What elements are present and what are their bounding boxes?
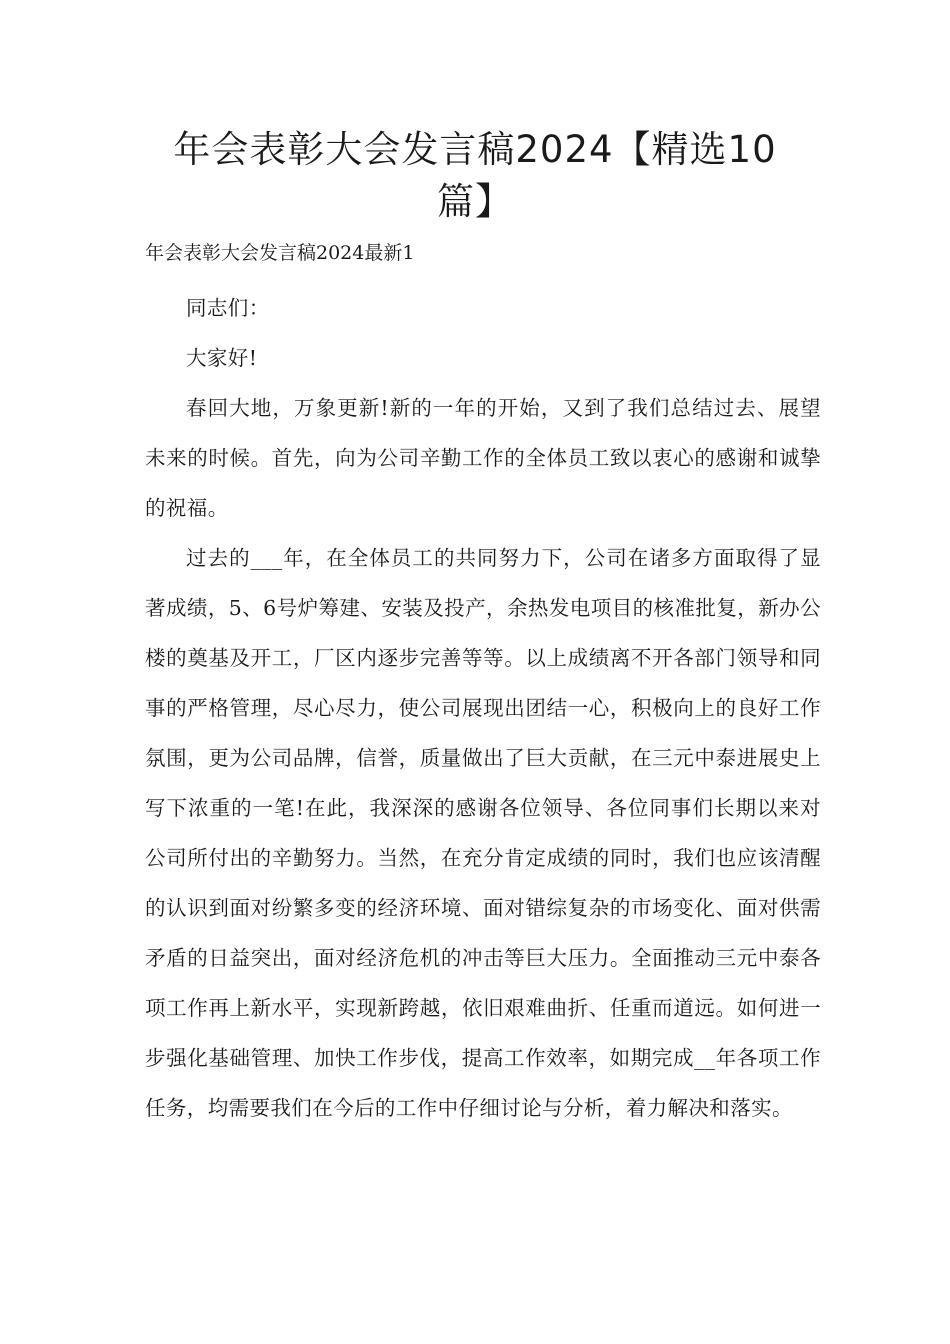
section-heading: 年会表彰大会发言稿2024最新1 [145,242,415,264]
paragraph-hello: 大家好! [186,346,258,370]
paragraph-review: 过去的___年，在全体员工的共同努力下，公司在诸多方面取得了显著成绩，5、6号炉筹建、安装及投产，余热发电项目的核准批复，新办公楼的奠基及开工，厂区内逐步完善等等。以上成绩离不开各部门领导和同事的严格管理，尽心尽力，使公司展现出团结一心，积极向上的良好工作氛围，更为公司品牌，信誉，质量做出了巨大贡献，在三元中泰进展史上写下浓重的一笔!在此，我深深的感谢各位领导、各位同事们长期以来对公司所付出的辛勤努力。当然，在充分肯定成绩的同时，我们也应该清醒的认识到面对纷繁多变的经济环境、面对错综复杂的市场变化、面对供需矛盾的日益突出，面对经济危机的冲击等巨大压力。全面推动三元中泰各项工作再上新水平，实现新跨越，依旧艰难曲折、任重而道远。如何进一步强化基础管理、加快工作步伐，提高工作效率，如期完成__年各项工作任务，均需要我们在今后的工作中仔细讨论与分析，着力解决和落实。 [145,546,821,1120]
document-body [145,283,821,1133]
paragraph-opening: 春回大地，万象更新!新的一年的开始，又到了我们总结过去、展望未来的时候。首先，向为公司辛勤工作的全体员工致以衷心的感谢和诚挚的祝福。 [145,396,821,520]
document-title: 年会表彰大会发言稿2024【精选10篇】 [173,128,777,223]
paragraph-greeting: 同志们： [186,296,270,320]
